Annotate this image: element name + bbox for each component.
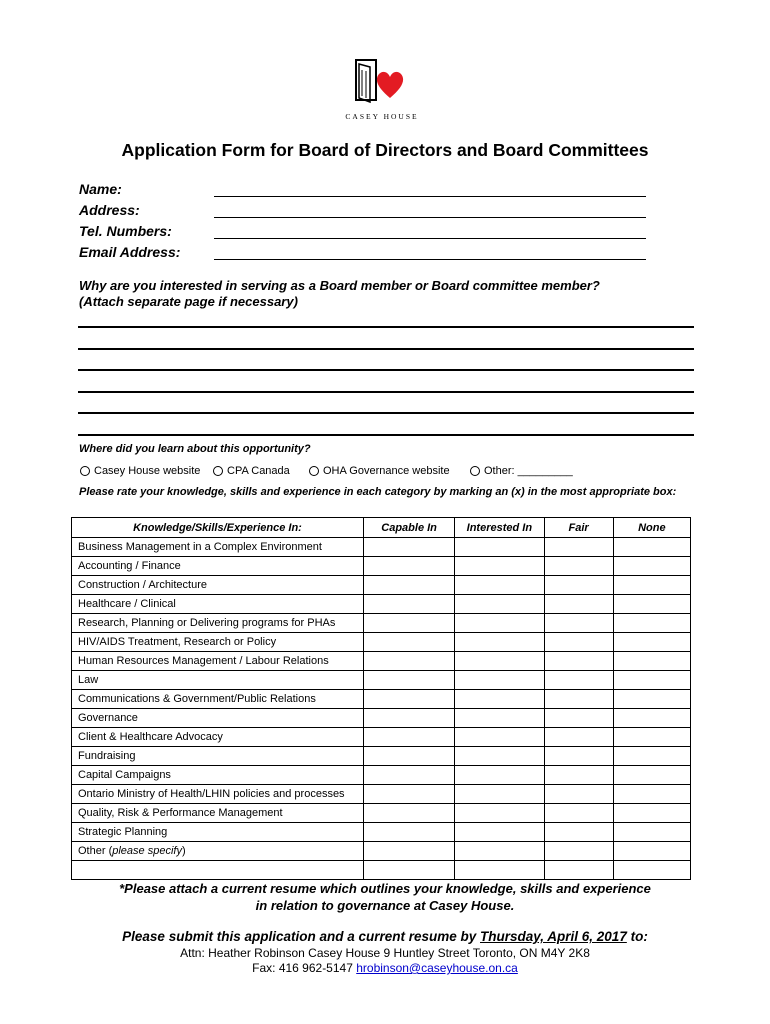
cell-capable[interactable] bbox=[363, 804, 454, 823]
cell-fair[interactable] bbox=[544, 652, 613, 671]
answer-line-2[interactable] bbox=[78, 348, 694, 350]
option-casey-website[interactable] bbox=[80, 465, 200, 477]
cell-capable[interactable] bbox=[363, 747, 454, 766]
answer-line-4[interactable] bbox=[78, 391, 694, 393]
cell-interested[interactable] bbox=[455, 804, 544, 823]
cell-interested[interactable] bbox=[455, 576, 544, 595]
table-row bbox=[72, 671, 691, 690]
option-label: CPA Canada bbox=[227, 465, 290, 477]
cell-fair[interactable] bbox=[544, 633, 613, 652]
option-oha-website[interactable] bbox=[309, 465, 450, 477]
cell-capable[interactable] bbox=[363, 823, 454, 842]
table-row bbox=[72, 595, 691, 614]
attach-line-1: *Please attach a current resume which outlines your knowledge, skills and experience bbox=[119, 881, 651, 896]
cell-fair[interactable] bbox=[544, 842, 613, 861]
cell-capable[interactable] bbox=[363, 861, 454, 880]
cell-capable[interactable] bbox=[363, 671, 454, 690]
submit-date: Thursday, April 6, 2017 bbox=[480, 929, 627, 944]
table-row bbox=[72, 652, 691, 671]
table-row bbox=[72, 538, 691, 557]
cell-none[interactable] bbox=[613, 557, 690, 576]
table-row bbox=[72, 728, 691, 747]
address-label: Address: bbox=[79, 202, 140, 218]
table-row bbox=[72, 614, 691, 633]
cell-fair[interactable] bbox=[544, 785, 613, 804]
fax-line bbox=[0, 961, 770, 976]
row-category: Strategic Planning bbox=[72, 823, 364, 842]
row-category: Research, Planning or Delivering programs for PHAs bbox=[72, 614, 364, 633]
cell-interested[interactable] bbox=[455, 690, 544, 709]
cell-none[interactable] bbox=[613, 709, 690, 728]
other-label: Other ( bbox=[78, 845, 113, 857]
cell-interested[interactable] bbox=[455, 557, 544, 576]
row-category: Communications & Government/Public Relations bbox=[72, 690, 364, 709]
name-label: Name: bbox=[79, 181, 122, 197]
cell-capable[interactable] bbox=[363, 595, 454, 614]
email-link[interactable]: hrobinson@caseyhouse.on.ca bbox=[356, 961, 518, 975]
option-label: Casey House website bbox=[94, 465, 201, 477]
row-category: Accounting / Finance bbox=[72, 557, 364, 576]
option-label: Other: _________ bbox=[484, 465, 573, 477]
page-title: Application Form for Board of Directors and Board Committees bbox=[121, 140, 649, 160]
table-row bbox=[72, 766, 691, 785]
row-category: Healthcare / Clinical bbox=[72, 595, 364, 614]
cell-interested[interactable] bbox=[455, 842, 544, 861]
other-close: ) bbox=[181, 845, 186, 857]
row-category: Quality, Risk & Performance Management bbox=[72, 804, 364, 823]
cell-none[interactable] bbox=[613, 538, 690, 557]
table-row bbox=[72, 633, 691, 652]
cell-capable[interactable] bbox=[363, 652, 454, 671]
row-category: Business Management in a Complex Environment bbox=[72, 538, 364, 557]
skills-table bbox=[71, 517, 691, 880]
radio-icon[interactable] bbox=[213, 466, 223, 476]
submit-prefix: Please submit this application and a current resume by bbox=[122, 929, 481, 944]
table-header-row bbox=[72, 518, 691, 538]
email-field[interactable] bbox=[214, 259, 646, 260]
cell-fair[interactable] bbox=[544, 690, 613, 709]
fax-text: Fax: 416 962-5147 bbox=[252, 961, 357, 975]
cell-fair[interactable] bbox=[544, 538, 613, 557]
answer-line-1[interactable] bbox=[78, 326, 694, 328]
table-row bbox=[72, 557, 691, 576]
row-category: Client & Healthcare Advocacy bbox=[72, 728, 364, 747]
cell-interested[interactable] bbox=[455, 633, 544, 652]
logo-text: CASEY HOUSE bbox=[345, 112, 419, 121]
cell-capable[interactable] bbox=[363, 614, 454, 633]
cell-fair[interactable] bbox=[544, 595, 613, 614]
cell-none[interactable] bbox=[613, 614, 690, 633]
option-other[interactable] bbox=[470, 465, 573, 477]
casey-house-logo bbox=[350, 58, 410, 118]
cell-none[interactable] bbox=[613, 595, 690, 614]
cell-interested[interactable] bbox=[455, 614, 544, 633]
submit-suffix: to: bbox=[626, 929, 648, 944]
cell-capable[interactable] bbox=[363, 785, 454, 804]
attn-line: Attn: Heather Robinson Casey House 9 Huntley Street Toronto, ON M4Y 2K8 bbox=[180, 946, 590, 960]
cell-fair[interactable] bbox=[544, 614, 613, 633]
cell-capable[interactable] bbox=[363, 633, 454, 652]
cell-interested[interactable] bbox=[455, 747, 544, 766]
header-interested: Interested In bbox=[455, 518, 544, 538]
cell-fair[interactable] bbox=[544, 804, 613, 823]
address-field[interactable] bbox=[214, 217, 646, 218]
cell-none[interactable] bbox=[613, 576, 690, 595]
radio-icon[interactable] bbox=[309, 466, 319, 476]
table-row bbox=[72, 842, 691, 861]
question-line-1: Why are you interested in serving as a Board member or Board committee member? bbox=[79, 278, 600, 293]
header-capable: Capable In bbox=[363, 518, 454, 538]
row-category: Law bbox=[72, 671, 364, 690]
radio-icon[interactable] bbox=[470, 466, 480, 476]
cell-capable[interactable] bbox=[363, 728, 454, 747]
cell-fair[interactable] bbox=[544, 747, 613, 766]
cell-none[interactable] bbox=[613, 842, 690, 861]
cell-capable[interactable] bbox=[363, 538, 454, 557]
interest-question bbox=[79, 278, 719, 310]
table-row bbox=[72, 804, 691, 823]
cell-interested[interactable] bbox=[455, 538, 544, 557]
cell-interested[interactable] bbox=[455, 728, 544, 747]
cell-fair[interactable] bbox=[544, 576, 613, 595]
option-cpa-canada[interactable] bbox=[213, 465, 290, 477]
cell-fair[interactable] bbox=[544, 557, 613, 576]
cell-none[interactable] bbox=[613, 633, 690, 652]
cell-none[interactable] bbox=[613, 747, 690, 766]
cell-interested[interactable] bbox=[455, 652, 544, 671]
name-field[interactable] bbox=[214, 196, 646, 197]
row-category: HIV/AIDS Treatment, Research or Policy bbox=[72, 633, 364, 652]
table-row bbox=[72, 690, 691, 709]
option-label: OHA Governance website bbox=[323, 465, 450, 477]
cell-capable[interactable] bbox=[363, 709, 454, 728]
cell-interested[interactable] bbox=[455, 671, 544, 690]
cell-fair[interactable] bbox=[544, 671, 613, 690]
answer-line-6[interactable] bbox=[78, 434, 694, 436]
header-category: Knowledge/Skills/Experience In: bbox=[72, 518, 364, 538]
row-category: Ontario Ministry of Health/LHIN policies and processes bbox=[72, 785, 364, 804]
cell-capable[interactable] bbox=[363, 557, 454, 576]
tel-field[interactable] bbox=[214, 238, 646, 239]
table-row bbox=[72, 576, 691, 595]
cell-capable[interactable] bbox=[363, 690, 454, 709]
other-specify: please specify bbox=[112, 845, 182, 857]
cell-interested[interactable] bbox=[455, 861, 544, 880]
header-fair: Fair bbox=[544, 518, 613, 538]
table-row bbox=[72, 785, 691, 804]
cell-fair[interactable] bbox=[544, 709, 613, 728]
cell-none[interactable] bbox=[613, 766, 690, 785]
cell-interested[interactable] bbox=[455, 766, 544, 785]
row-category bbox=[72, 842, 364, 861]
cell-none[interactable] bbox=[613, 804, 690, 823]
table-body bbox=[72, 538, 691, 880]
cell-none[interactable] bbox=[613, 671, 690, 690]
cell-none[interactable] bbox=[613, 728, 690, 747]
cell-none[interactable] bbox=[613, 652, 690, 671]
cell-none[interactable] bbox=[613, 861, 690, 880]
source-question: Where did you learn about this opportunity? bbox=[79, 443, 311, 455]
submit-instruction bbox=[0, 929, 770, 944]
answer-line-3[interactable] bbox=[78, 369, 694, 371]
cell-capable[interactable] bbox=[363, 766, 454, 785]
attach-line-2: in relation to governance at Casey House. bbox=[255, 898, 515, 913]
row-category: Capital Campaigns bbox=[72, 766, 364, 785]
attach-note bbox=[0, 880, 770, 914]
cell-none[interactable] bbox=[613, 823, 690, 842]
row-category: Human Resources Management / Labour Relations bbox=[72, 652, 364, 671]
cell-interested[interactable] bbox=[455, 823, 544, 842]
table-row bbox=[72, 861, 691, 880]
cell-none[interactable] bbox=[613, 785, 690, 804]
cell-interested[interactable] bbox=[455, 785, 544, 804]
cell-capable[interactable] bbox=[363, 576, 454, 595]
cell-capable[interactable] bbox=[363, 842, 454, 861]
row-category: Construction / Architecture bbox=[72, 576, 364, 595]
table-row bbox=[72, 709, 691, 728]
header-none: None bbox=[613, 518, 690, 538]
radio-icon[interactable] bbox=[80, 466, 90, 476]
rate-instruction: Please rate your knowledge, skills and experience in each category by marking an (x) in the most appropriate box: bbox=[79, 486, 677, 498]
row-category: Governance bbox=[72, 709, 364, 728]
table-row bbox=[72, 823, 691, 842]
cell-none[interactable] bbox=[613, 690, 690, 709]
table-row bbox=[72, 747, 691, 766]
cell-interested[interactable] bbox=[455, 595, 544, 614]
cell-interested[interactable] bbox=[455, 709, 544, 728]
contact-block bbox=[0, 946, 770, 976]
cell-fair[interactable] bbox=[544, 728, 613, 747]
other-entry-cell[interactable] bbox=[72, 861, 364, 880]
cell-fair[interactable] bbox=[544, 823, 613, 842]
answer-line-5[interactable] bbox=[78, 412, 694, 414]
email-label: Email Address: bbox=[79, 244, 181, 260]
question-line-2: (Attach separate page if necessary) bbox=[79, 294, 298, 309]
cell-fair[interactable] bbox=[544, 766, 613, 785]
tel-label: Tel. Numbers: bbox=[79, 223, 172, 239]
cell-fair[interactable] bbox=[544, 861, 613, 880]
row-category: Fundraising bbox=[72, 747, 364, 766]
